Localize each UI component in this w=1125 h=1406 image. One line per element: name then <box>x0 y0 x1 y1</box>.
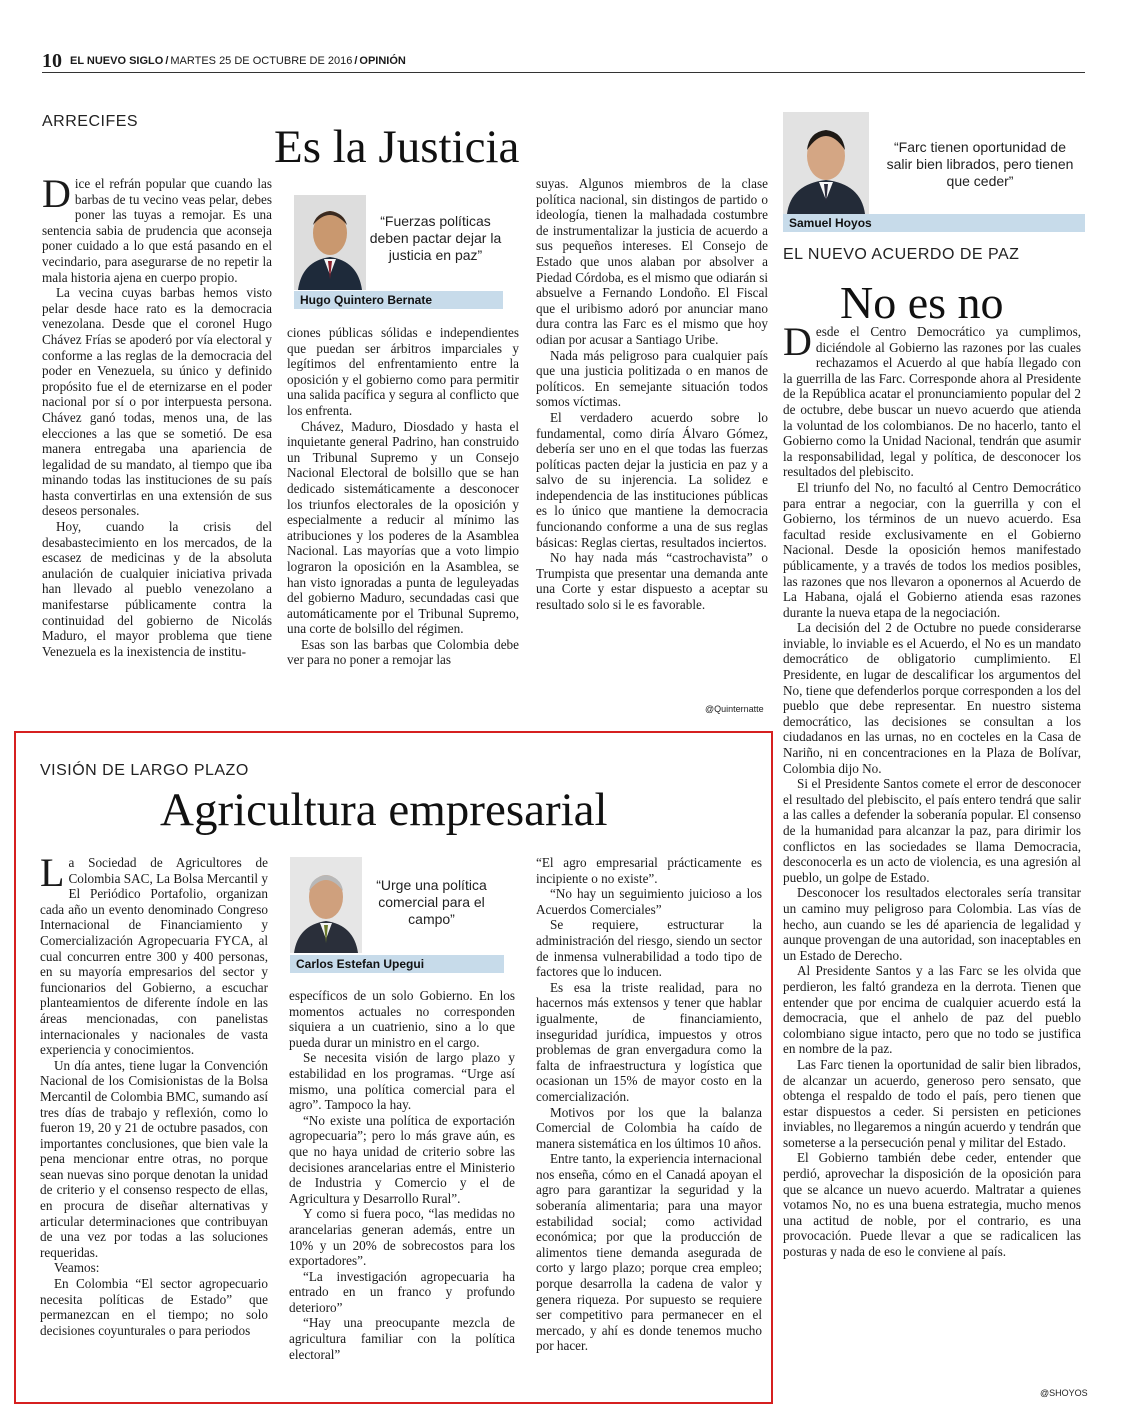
paragraph: “Hay una preocupante mezcla de agricultura familiar con la política electoral” <box>289 1315 515 1362</box>
issue-date: MARTES 25 DE OCTUBRE DE 2016 <box>170 55 353 67</box>
paragraph: Entre tanto, la experiencia internacional nos enseña, cómo en el Canadá apoyan el agro para garantizar la seguridad y la soberanía alimentaria; para una mayor estabilidad social; como actividad económica; por que la producción de alimentos tiene demanda asegurada de corto y largo plazo; porque crea empleo; porque desarrolla la cadena de valor y genera riqueza. Por supuesto se requiere ser competitivo para permanecer en el mercado, y ahí es donde tenemos mucho por hacer. <box>536 1151 762 1354</box>
paragraph: Esas son las barbas que Colombia debe ver para no poner a remojar las <box>287 636 519 668</box>
article1-headline: Es la Justicia <box>274 121 520 173</box>
paragraph: “No hay un seguimiento juicioso a los Acuerdos Comerciales” <box>536 886 762 917</box>
drop-cap: D <box>42 176 71 216</box>
article1-col2 <box>287 325 519 717</box>
article1-col1 <box>42 176 272 716</box>
paragraph: Si el Presidente Santos comete el error de desconocer el resultado del plebiscito, el país entero tendrá que salir a las calles a defender la soberanía popular. El consenso de la humanidad para alcanzar la paz, para dirimir los conflictos en las sociedades se llama Democracia, desconocerla es un acto de violencia, es una agresión al pueblo, un golpe de Estado. <box>783 776 1081 885</box>
paragraph: a Sociedad de Agricultores de Colombia SAC, La Bolsa Mercantil y El Periódico Portafolio, organizan cada año un evento denominado Congreso Internacional de Financiamiento y Comercialización Agropecuaria FYCA, al cual concurren entre 300 y 400 personas, en su mayoría empresarios del sector y funcionarios del Gobierno, a escuchar planteamientos de diferente índole en las áreas mencionadas, con panelistas internacionales y nacionales de vasta experiencia y conocimientos. <box>40 855 268 1058</box>
paragraph: No hay nada más “castrochavista” o Trumpista que presentar una demanda ante una Corte y estar dispuesto a aceptar su resultado solo si le es favorable. <box>536 550 768 613</box>
paragraph: ciones públicas sólidas e independientes que puedan ser árbitros imparciales y legítimos del enfrentamiento entre la oposición y el gobierno como para permitir una salida pacífica y segura al conflicto que los enfrenta. <box>287 325 519 418</box>
paragraph: Nada más peligroso para cualquier país que una justicia politizada o en manos de políticos. En semejante situación todos somos víctimas. <box>536 347 768 410</box>
article3-col1 <box>40 855 268 1395</box>
article3-author: Carlos Estefan Upegui <box>290 955 504 973</box>
article1-col3 <box>536 176 768 704</box>
paragraph: “No existe una política de exportación agropecuaria”; pero lo más grave aún, es que no haya unidad de criterio sobre las decisiones arancelarias entre el Ministerio de Industria y Comercio y el de Agricultura y Desarrollo Rural”. <box>289 1112 515 1206</box>
article3-pullquote: “Urge una política comercial para el campo” <box>376 877 487 927</box>
article2-headline: No es no <box>840 277 1004 328</box>
article1-author: Hugo Quintero Bernate <box>294 291 503 309</box>
paragraph: Desconocer los resultados electorales sería transitar un camino muy peligroso para Colombia. Las vías de hecho, aun cuando se les dé apariencia de legalidad y aunque provengan de una autoridad, son inaceptables en un Estado de Derecho. <box>783 885 1081 963</box>
article2-col1 <box>783 324 1081 1352</box>
article3-col3 <box>536 855 762 1395</box>
article2-twitter: @SHOYOS <box>1040 1388 1088 1398</box>
drop-cap: L <box>40 855 65 895</box>
paragraph: Hoy, cuando la crisis del desabastecimiento en los mercados, de la escasez de medicinas y de la absoluta anulación de cualquier iniciativa privada han llevado al pueblo venezolano a manifestarse públicamente contra la continuidad del gobierno de Nicolás Maduro, el mayor problema que tiene Venezuela es la inexistencia de institu- <box>42 519 272 659</box>
paragraph: En Colombia “El sector agropecuario necesita políticas de Estado” que permanezcan en el tiempo; no solo decisiones coyunturales o para periodos <box>40 1276 268 1338</box>
paragraph: La decisión del 2 de Octubre no puede considerarse inviable, lo inviable es el Acuerdo, el No es un mandato democrático de obligatorio cumplimiento. El Presidente, en lugar de descalificar los argumentos del No, tiene que defenderlos porque corresponden a los del pueblo que debe representar. En nuestro sistema democrático, las decisiones se consultan a los ciudadanos en las urnas, no en cocteles en la Casa de Nariño, ni en concentraciones en la Plaza de Bolívar, Colombia dijo No. <box>783 620 1081 776</box>
paragraph: Un día antes, tiene lugar la Convención Nacional de los Comisionistas de la Bolsa Mercantil de Colombia BMC, sumando así tres días de trabajo y reflexión, como lo fueron 19, 20 y 21 de octubre pasados, con importantes conclusiones, que bien vale la pena mencionar entre otras, no porque sean nuevas sino porque denotan la unidad de criterio y el consenso respecto de ellas, en procura de diseñar alternativas y articular determinaciones que contribuyan de una vez por todas a las soluciones requeridas. <box>40 1057 268 1260</box>
article1-pullquote: “Fuerzas políticas deben pactar dejar la justicia en paz” <box>369 213 502 263</box>
author-photo <box>290 857 362 953</box>
paragraph: Veamos: <box>54 1260 100 1276</box>
paragraph: Las Farc tienen la oportunidad de salir bien librados, de alcanzar un acuerdo, generoso pero sensato, que obtenga el respaldo de todo el país, pero tienen que estar dispuestos a ceder. Si persisten en peticiones inviables, no llegaremos a ningún acuerdo y tendrán que someterse a la persecución penal y militar del Estado. <box>783 1056 1081 1150</box>
paragraph: El Gobierno también debe ceder, entender que perdió, aprovechar la disposición de la oposición para que se alcance un nuevo acuerdo. Maltratar a quienes votamos No, no es una buena estrategia, mucho menos una actitud de noble, por el contrario, es una provocación. Puede llevar a que se radicalicen las posturas y nada de eso le conviene al país. <box>783 1150 1081 1260</box>
paragraph: ice el refrán popular que cuando las barbas de tu vecino veas pelar, debes poner las tuyas a remojar. Es una sentencia sabia de prudencia que aconseja poner cuidado a lo que está pasando en el vecindario, para asegurarse de no repetir la mala historia ajena en cuerpo propio. <box>42 176 272 285</box>
page-number: 10 <box>42 50 62 72</box>
article2-pullquote: “Farc tienen oportunidad de salir bien librados, pero tienen que ceder” <box>886 139 1074 189</box>
paragraph: suyas. Algunos miembros de la clase política nacional, sin distingos de partido o ideología, tienen la malhadada costumbre de instrumentalizar la justicia de acuerdo a sus pequeños intereses. El Consejo de Estado que unos alaban por absolver a Piedad Córdoba, es el mismo que odiarán si absuelve a Fernando Londoño. El Fiscal que el uribismo adoró por anunciar mano dura contra las Farc es el mismo que hoy odian por acusar a Santiago Uribe. <box>536 176 768 347</box>
paper-name: EL NUEVO SIGLO <box>70 55 164 67</box>
section-name: OPINIÓN <box>359 55 406 67</box>
article2-section: EL NUEVO ACUERDO DE PAZ <box>783 246 1020 263</box>
paragraph: Se necesita visión de largo plazo y estabilidad en los programas. “Urge así mismo, una política comercial para el agro”. Tampoco la hay. <box>289 1050 515 1113</box>
author-photo <box>783 112 869 214</box>
paragraph: “El agro empresarial prácticamente es incipiente o no existe”. <box>536 855 762 886</box>
page-header: 10 EL NUEVO SIGLO / MARTES 25 DE OCTUBRE DE 2016 / OPINIÓN <box>42 50 1085 73</box>
article3-section: VISIÓN DE LARGO PLAZO <box>40 762 249 779</box>
paragraph: Al Presidente Santos y a las Farc se les olvida que perdieron, les faltó grandeza en la derrota. Tienen que entender que por encima de cualquier acuerdo está la democracia, que el anhelo de paz del pueblo colombiano sigue intacto, pero que no todo se justifica en nombre de la paz. <box>783 963 1081 1057</box>
article2-author: Samuel Hoyos <box>783 214 1085 232</box>
paragraph: El verdadero acuerdo sobre lo fundamental, como diría Álvaro Gómez, debería ser uno en el que todas las fuerzas políticas pacten dejar la justicia en paz y a salvo de su injerencia. La solidez e independencia de las instituciones públicas es lo único que mantiene la democracia funcionando conforme a una de sus reglas básicas: Reglas ciertas, resultados inciertos. <box>536 409 768 550</box>
paragraph: Chávez, Maduro, Diosdado y hasta el inquietante general Padrino, han construido un Tribunal Supremo y un Consejo Nacional Electoral de bolsillo que se han dedicado sistemáticamente a desconocer los triunfos electorales de la oposición y especialmente a reducir al mínimo las atribuciones y los poderes de la Asamblea Nacional. Las mayorías que a voto limpio lograron la oposición en la Asamblea, se han visto ignoradas a punta de leguleyadas del gobierno Maduro, secundadas casi que automáticamente por el Tribunal Supremo, una corte de bolsillo del régimen. <box>287 418 519 637</box>
paragraph: específicos de un solo Gobierno. En los momentos actuales no corresponden siquiera a un cuatrienio, sino a lo que pueda durar un ministro en el cargo. <box>289 988 515 1050</box>
paragraph: Se requiere, estructurar la administración del riesgo, siendo un sector de inmensa vulnerabilidad a todo tipo de factores que lo inducen. <box>536 917 762 980</box>
paragraph: Es esa la triste realidad, para no hacernos más extensos y tener que hablar igualmente, de financiamiento, inseguridad jurídica, impuestos y otros problemas de gran envergadura como la falta de infraestructura y logística que ocasionan un 15% de mayor costo en la comercialización. <box>536 979 762 1104</box>
article1-section: ARRECIFES <box>42 113 139 130</box>
drop-cap: D <box>783 324 812 364</box>
paragraph: El triunfo del No, no facultó al Centro Democrático para entrar a negociar, con la guerrilla y con el Gobierno, los términos de un nuevo acuerdo. Esa facultad reside exclusivamente en el Gobierno Nacional. Desde la oposición hemos manifestado públicamente, y a través de todos los medios posibles, las razones que nos llevaron a oponernos al Acuerdo de La Habana, ojalá el Gobierno atienda esas razones durante la nueva etapa de la negociación. <box>783 479 1081 620</box>
author-photo <box>294 195 366 290</box>
article1-twitter: @Quinternatte <box>705 704 764 714</box>
paragraph: Motivos por los que la balanza Comercial de Colombia ha caído de manera sistemática en los últimos 10 años. <box>536 1104 762 1151</box>
article3-headline: Agricultura empresarial <box>160 784 608 836</box>
paragraph: Y como si fuera poco, “las medidas no arancelarias generan además, entre un 10% y un 20% de sobrecostos para los exportadores”. <box>289 1206 515 1269</box>
paragraph: esde el Centro Democrático ya cumplimos, diciéndole al Gobierno las razones por las cuales rechazamos el Acuerdo al que había llegado con la guerrilla de las Farc. Corresponde ahora al Presidente de la República acatar el pronunciamiento popular del 2 de octubre, debe buscar un nuevo acuerdo que atienda la voluntad de los colombianos. De no hacerlo, tanto el Gobierno como la Unidad Nacional, tendrán que asumir la responsabilidad, legal y política, de desconocer los resultados del plebiscito. <box>783 324 1081 480</box>
article3-col2 <box>289 988 515 1398</box>
paragraph: “La investigación agropecuaria ha entrado en un franco y profundo deterioro” <box>289 1268 515 1315</box>
paragraph: La vecina cuyas barbas hemos visto pelar desde hace rato es la democracia venezolana. Desde que el coronel Hugo Chávez Frías se apoderó por vía electoral y conforme a las reglas de la democracia del poder en Venezuela, su único y definido propósito fue el de eternizarse en el poder nacional por sí o por interpuesta persona. Chávez ganó todas, menos una, de las elecciones a las que se sometió. De esa manera entregaba una apariencia de legalidad de su mandato, al tiempo que iba minando todas las instituciones de su país hasta convertirlas en una extensión de sus deseos personales. <box>42 285 272 519</box>
